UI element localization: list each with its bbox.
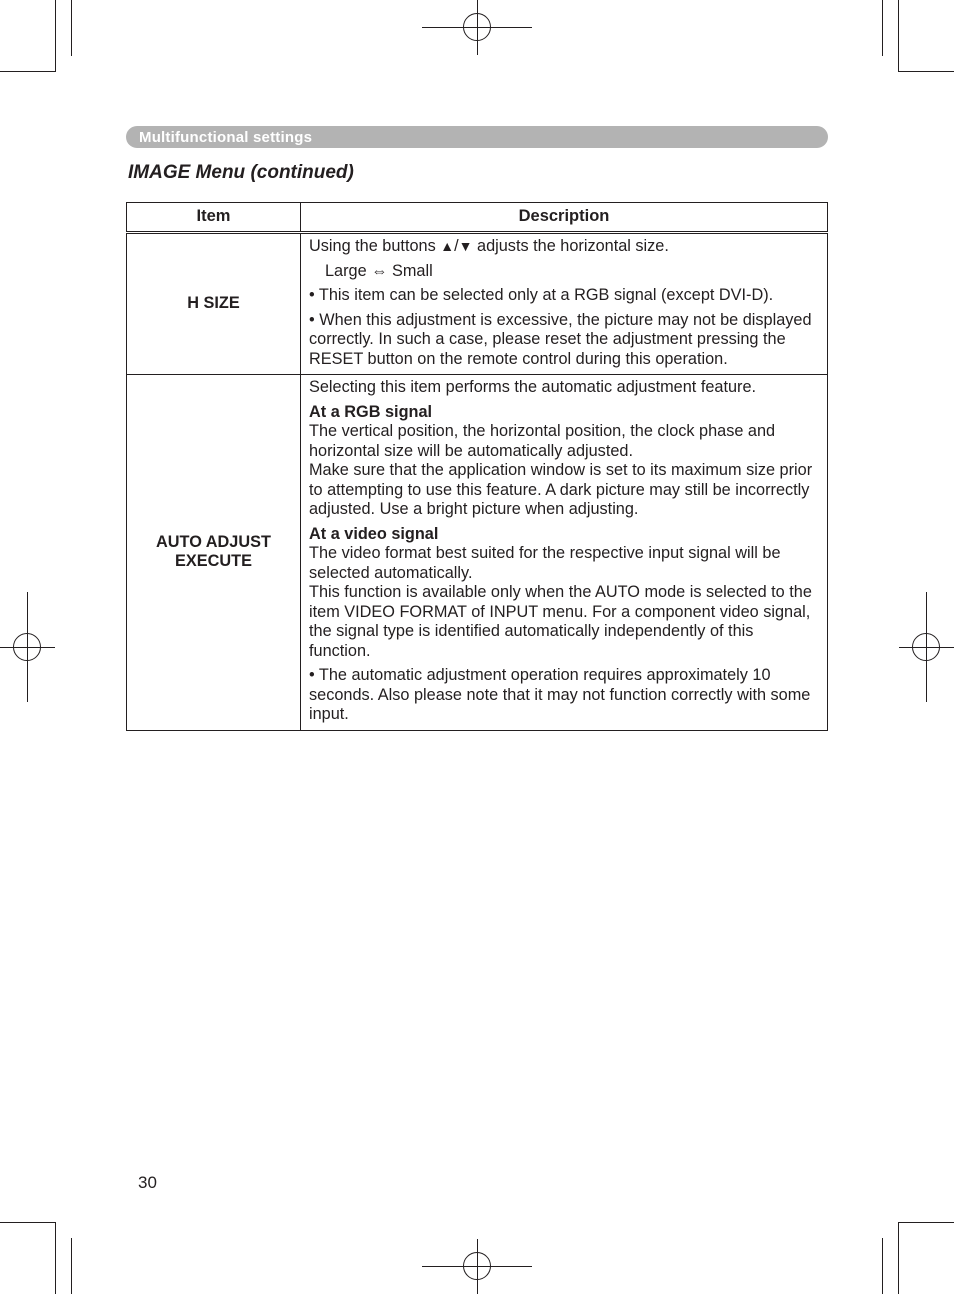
rgb-signal-text-1: The vertical position, the horizontal position, the clock phase and horizontal size will be automatically adjusted. (309, 422, 776, 460)
description-h-size (301, 233, 828, 375)
page-title: IMAGE Menu (continued) (128, 162, 354, 183)
video-signal-text-2: This function is available only when the AUTO mode is selected to the item VIDEO FORMAT of INPUT menu. For a component video signal, the signal type is identified automatically independently of this function. (309, 583, 812, 660)
rgb-signal-text-2: Make sure that the application window is set to its maximum size prior to attempting to use this feature. A dark picture may still be incorrectly adjusted. Use a bright picture when adjusting. (309, 461, 813, 518)
h-size-note-rgb: • This item can be selected only at a RGB signal (except DVI-D). (309, 286, 774, 304)
image-menu-table (126, 202, 828, 731)
h-size-intro-suffix: adjusts the horizontal size. (472, 237, 669, 255)
down-triangle-icon: ▼ (458, 238, 473, 254)
video-signal-block (309, 525, 819, 662)
auto-adjust-note: • The automatic adjustment operation requires approximately 10 seconds. Also please note that it may not function correctly with some input. (309, 666, 811, 723)
video-signal-heading: At a video signal (309, 524, 439, 543)
page-number: 30 (138, 1173, 157, 1192)
item-auto-adjust-execute: AUTO ADJUST EXECUTE (127, 375, 301, 731)
section-label: Multifunctional settings (139, 129, 313, 146)
table-row-auto-adjust (127, 375, 828, 731)
range-large: Large (325, 261, 367, 280)
h-size-note-excessive: • When this adjustment is excessive, the picture may not be displayed correctly. In such a case, please reset the adjustment pressing the RESET button on the remote control during this operation. (309, 310, 812, 368)
column-header-description: Description (301, 203, 828, 233)
up-triangle-icon: ▲ (440, 238, 455, 254)
h-size-range (309, 262, 819, 282)
range-small: Small (392, 261, 433, 280)
table-header-row (127, 203, 828, 233)
h-size-intro-text: Using the buttons (309, 237, 441, 255)
item-h-size: H SIZE (127, 233, 301, 375)
video-signal-text-1: The video format best suited for the respective input signal will be selected automatically. (309, 544, 781, 582)
h-size-intro (309, 237, 819, 257)
rgb-signal-block (309, 403, 819, 520)
section-banner (126, 126, 828, 148)
table-row-h-size (127, 233, 828, 375)
description-auto-adjust (301, 375, 828, 731)
double-arrow-icon: ⇔ (371, 261, 388, 280)
column-header-item: Item (127, 203, 301, 233)
slash-text: / (454, 237, 459, 255)
rgb-signal-heading: At a RGB signal (309, 402, 433, 421)
auto-adjust-intro: Selecting this item performs the automatic adjustment feature. (309, 378, 757, 396)
